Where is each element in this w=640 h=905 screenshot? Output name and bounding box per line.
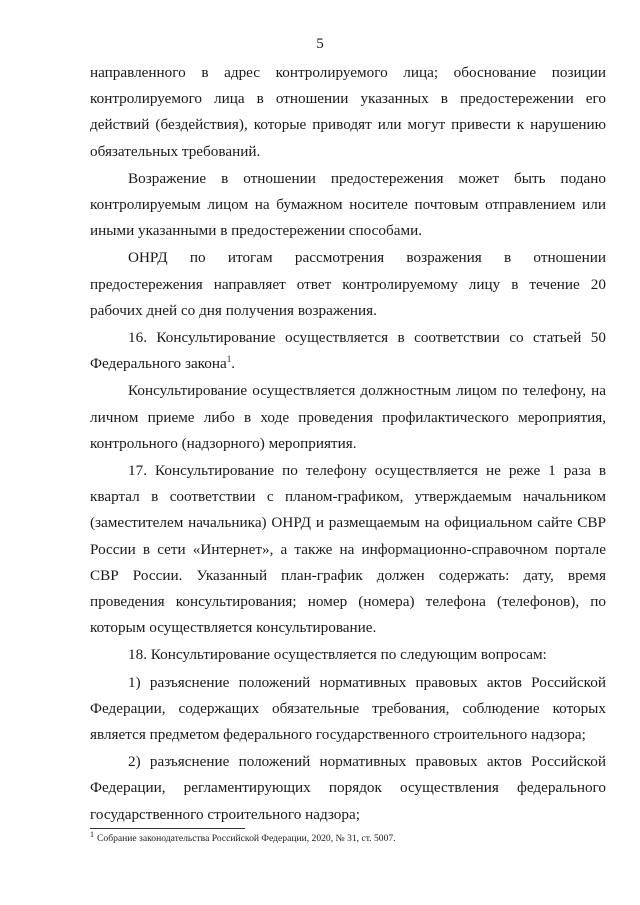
paragraph-consulting-methods: Консультирование осуществляется должностным лицом по телефону, на личном приеме либо в ходе проведения профилактического мероприятия, контрольного (надзорного) мероприятия. <box>90 382 606 452</box>
document-body <box>90 60 606 828</box>
page-number: 5 <box>316 36 324 52</box>
paragraph-objection: Возражение в отношении предостережения может быть подано контролируемым лицом на бумажном носителе почтовым отправлением или иными указанными в предостережении способами. <box>90 169 606 240</box>
paragraph-item-18: 18. Консультирование осуществляется по следующим вопросам: <box>128 646 547 664</box>
paragraph-item-17: 17. Консультирование по телефону осуществляется не реже 1 раза в квартал в соответствии с планом-графиком, утверждаемым начальником (заместителем начальника) ОНРД и размещаемым на официальном сайте СВР России в сети «Интернет», а также на информационно-справочном портале СВР России. Указанный план-график должен содержать: дату, время проведения консультирования; номер (номера) телефона (телефонов), по которым осуществляется консультирование. <box>90 462 606 637</box>
paragraph-subitem-1: 1) разъяснение положений нормативных правовых актов Российской Федерации, содержащих обязательные требования, соблюдение которых является предметом федерального государственного строительного надзора; <box>90 673 606 744</box>
footnote-text: Собрание законодательства Российской Федерации, 2020, № 31, ст. 5007. <box>97 833 396 844</box>
paragraph-subitem-2: 2) разъяснение положений нормативных правовых актов Российской Федерации, регламентирующих порядок осуществления федерального государственного строительного надзора; <box>90 753 606 823</box>
footnote <box>90 829 606 845</box>
item-16-text: 16. Консультирование осуществляется в соответствии со статьей 50 Федерального закона <box>90 329 606 373</box>
paragraph-item-16 <box>90 325 606 377</box>
footnote-divider <box>90 828 245 829</box>
footnote-reference: 1 <box>226 354 232 365</box>
paragraph-onrd-response: ОНРД по итогам рассмотрения возражения в отношении предостережения направляет ответ контролируемому лицу в течение 20 рабочих дней со дня получения возражения. <box>90 249 606 319</box>
item-16-end: . <box>231 355 236 373</box>
paragraph-continuation: направленного в адрес контролируемого лица; обоснование позиции контролируемого лица в отношении указанных в предостережении его действий (бездействия), которые приводят или могут привести к нарушению обязательных требований. <box>90 64 606 160</box>
footnote-mark: 1 <box>90 829 94 839</box>
